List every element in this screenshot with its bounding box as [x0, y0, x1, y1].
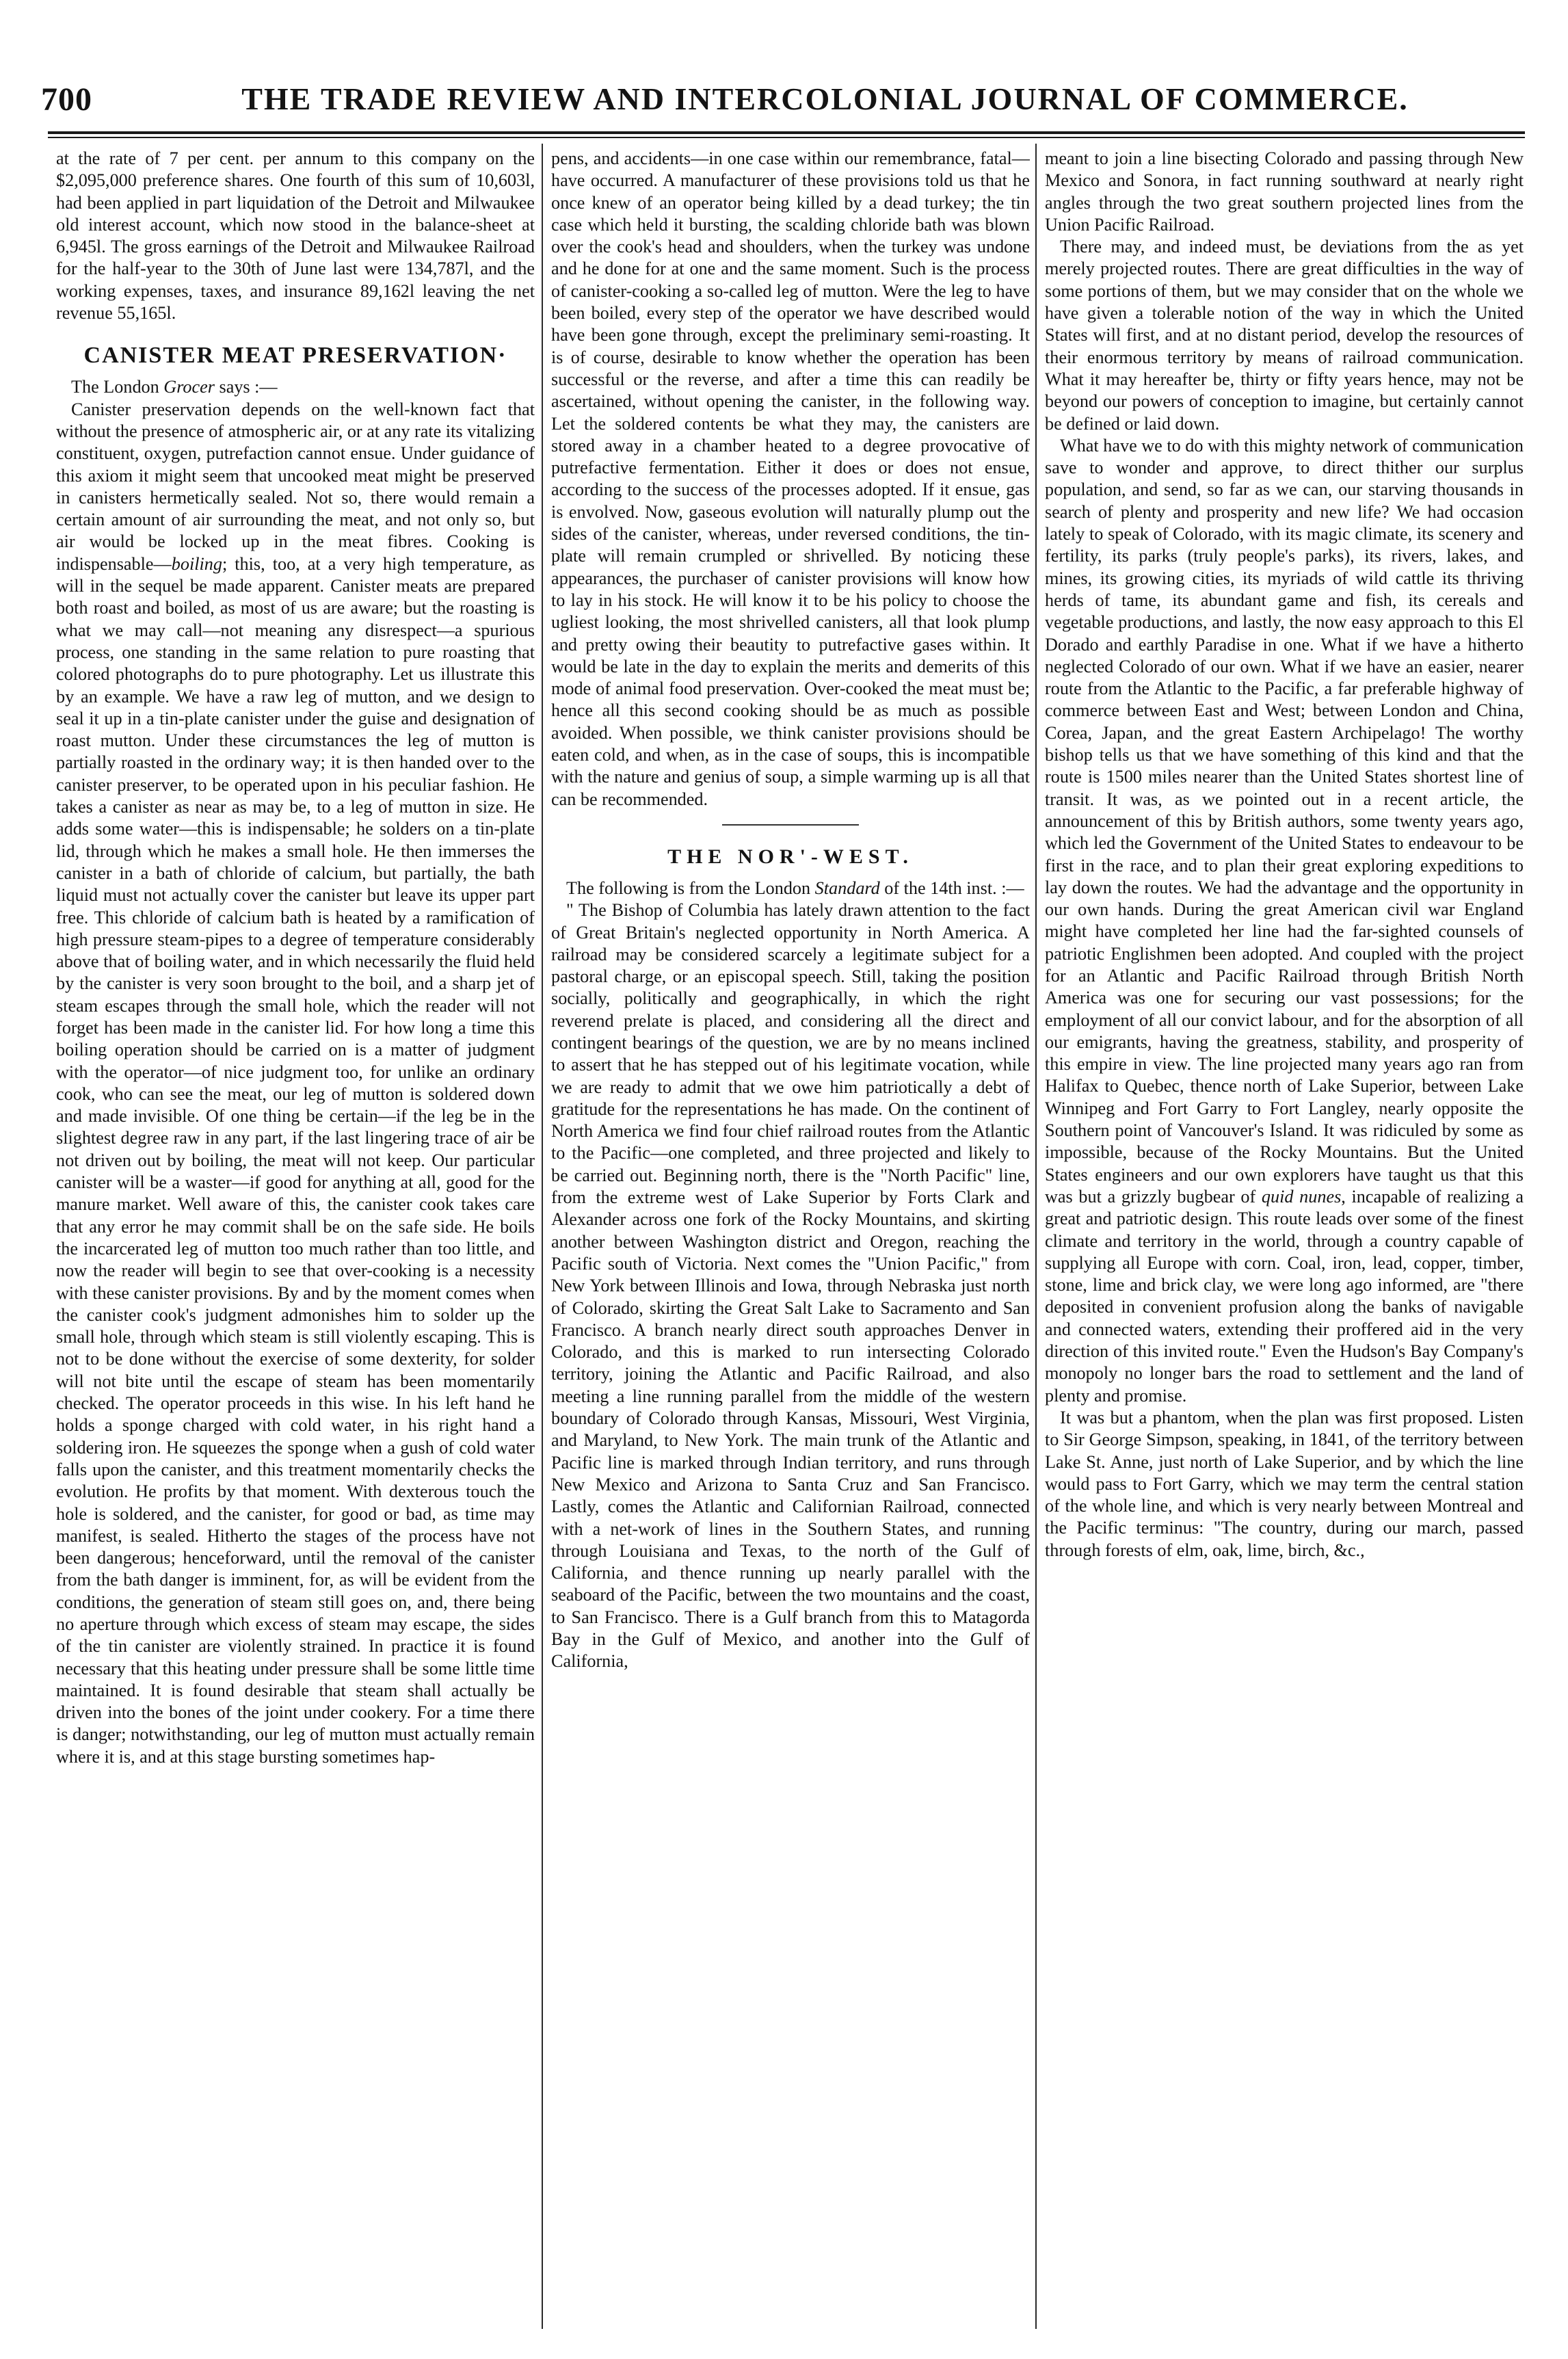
column-divider — [542, 144, 543, 2329]
column-3 — [1045, 148, 1524, 2336]
intro-suffix: of the 14th inst. :— — [879, 878, 1024, 898]
column-2 — [551, 148, 1030, 2336]
article-paragraph: meant to join a line bisecting Colorado and passing through New Mexico and Sonora, in fact running southward at nearly right angles through the two great southern projected lines from the Union Pacific Railroad. — [1045, 148, 1524, 235]
article-headline: THE NOR'-WEST. — [667, 845, 914, 868]
page-number: 700 — [41, 81, 92, 118]
article-headline: CANISTER MEAT PRESERVATION· — [83, 343, 507, 369]
header-rule — [48, 131, 1525, 134]
column-1 — [56, 148, 535, 2336]
column-divider — [1035, 144, 1037, 2329]
paragraph-text-cont: , incapable of realizing a great and patriotic design. This route leads over some of the finest climate and territory in the world, through a country capable of supplying all Europe with corn. Coal, iron, lead, copper, timber, stone, lime and brick clay, we were long ago informed, are "there deposited in convenient profusion along the banks of navigable and connected waters, extending their proffered aid in the very direction of this invited route." Even the Hudson's Bay Company's monopoly no longer bars the road to settlement and the land of plenty and promise. — [1045, 1186, 1524, 1406]
page-header — [41, 81, 1527, 135]
intro-prefix: The following is from the London — [566, 878, 815, 898]
article-paragraph: " The Bishop of Columbia has lately drawn attention to the fact of Great Britain's neglected opportunity in North America. A railroad may be considered scarcely a legitimate subject for a pastoral charge, or an episcopal speech. Still, taking the position socially, politically and geographically, in which the right reverend prelate is placed, and considering all the direct and contingent bearings of the question, we are by no means inclined to assert that he has stepped out of his legitimate vocation, while we are ready to admit that we owe him patriotically a debt of gratitude for the representations he has made. On the continent of North America we find four chief railroad routes from the Atlantic to the Pacific—one completed, and three projected and likely to be carried out. Beginning north, there is the "North Pacific" line, from the extreme west of Lake Superior by Forts Clark and Alexander across one fork of the Rocky Mountains, and skirting another between Washington district and Oregon, reaching the Pacific south of Victoria. Next comes the "Union Pacific," from New York between Illinois and Iowa, through Nebraska just north of Colorado, skirting the Great Salt Lake to Sacramento and San Francisco. A branch nearly direct south approaches Denver in Colorado, and this is marked to run intersecting Colorado territory, joining the Atlantic and Pacific Railroad, and also meeting a line running parallel from the middle of the western boundary of Colorado through Kansas, Missouri, West Virginia, and Maryland, to New York. The main trunk of the Atlantic and Pacific line is marked through Indian territory, and runs through New Mexico and Arizona to Santa Cruz and San Francisco. Lastly, comes the Atlantic and Californian Railroad, connected with a net-work of lines in the Southern States, and running through Louisiana and Texas, to the north of the Gulf of California, and thence running up nearly parallel with the seaboard of the Pacific, between the two mountains and the coast, to San Francisco. There is a Gulf branch from this to Matagorda Bay in the Gulf of Mexico, and another into the Gulf of California, — [551, 900, 1030, 1672]
article-source-line — [551, 878, 1030, 899]
journal-title: THE TRADE REVIEW AND INTERCOLONIAL JOURNAL OF COMMERCE. — [241, 81, 1409, 116]
source-name: Grocer — [163, 377, 215, 397]
article-paragraph: pens, and accidents—in one case within our remembrance, fatal—have occurred. A manufacturer of these provisions told us that he once knew of an operator being killed by a dead turkey; the tin case which held it bursting, the scalding chloride bath was blown over the cook's head and shoulders, when the turkey was undone and he done for at one and the same moment. Such is the process of canister-cooking a so-called leg of mutton. Were the leg to have been boiled, every step of the operator we have described would have been gone through, except the preliminary semi-roasting. It is of course, desirable to know whether the operation has been successful or the reverse, and after a time this can readily be ascertained, without opening the canister, in the following way. Let the soldered contents be what they may, the canisters are stored away in a chamber heated to a degree provocative of putrefactive fermentation. Either it does or does not ensue, according to the success of the processes adopted. If it ensue, gas is envolved. Now, gaseous evolution will naturally plump out the sides of the canister, whereas, under reversed conditions, the tin-plate will remain crumpled or shrivelled. By noticing these appearances, the purchaser of canister provisions will know how to lay in his stock. He will know it to be his policy to choose the ugliest looking, the most shrivelled canisters, all that look plump and pretty owing their beautity to putrefactive gases within. It would be late in the day to explain the merits and demerits of this mode of animal food preservation. Over-cooked the meat must be; hence all this second cooking should be as much as possible avoided. When possible, we think canister provisions should be eaten cold, and when, as in the case of soups, this is incompatible with the nature and genius of soup, a simple warming up is all that can be recommended. — [551, 148, 1030, 809]
header-rule-thin — [48, 137, 1525, 138]
article-paragraph — [56, 399, 535, 1768]
source-prefix: The London — [71, 377, 164, 397]
article-paragraph: There may, and indeed must, be deviations from the as yet merely projected routes. There are great difficulties in the way of some portions of them, but we may consider that on the whole we have given a tolerable notion of the way in which the United States will first, and at no distant period, develop the resources of their enormous territory by means of railroad communication. What it may hereafter be, thirty or fifty years hence, may not be beyond our powers of conception to imagine, but certainly cannot be defined or laid down. — [1045, 237, 1524, 434]
article-paragraph: It was but a phantom, when the plan was first proposed. Listen to Sir George Simpson, speaking, in 1841, of the territory between Lake St. Anne, just north of Lake Superior, and by which the line would pass to Fort Garry, which we may term the central station of the whole line, and which is very nearly between Montreal and the Pacific terminus: "The country, during our march, passed through forests of elm, oak, lime, birch, &c., — [1045, 1407, 1524, 1560]
intro-source: Standard — [814, 878, 880, 898]
source-suffix: says :— — [214, 377, 278, 397]
article-paragraph — [1045, 435, 1524, 1407]
paragraph-text: Canister preservation depends on the well-known fact that without the presence of atmospheric air, or at any rate its vitalizing constituent, oxygen, putrefaction cannot ensue. Under guidance of this axiom it might seem that uncooked meat might be preserved in canisters hermetically sealed. Not so, there would remain a certain amount of air surrounding the meat, and not only so, but air would be locked up in the meat fibres. Cooking is indispensable— — [56, 399, 535, 574]
paragraph-italic: boiling — [171, 553, 222, 574]
paragraph-italic: quid nunes — [1261, 1186, 1342, 1207]
article-source-line — [56, 376, 535, 398]
paragraph-text: What have we to do with this mighty network of communication save to wonder and approve, to direct thither our surplus population, and send, so far as we can, our starving thousands in search of plenty and prosperity and new life? We had occasion lately to speak of Colorado, with its magic climate, its scenery and fertility, its parks (truly people's parks), its rivers, lakes, and mines, its growing cities, its myriads of wild cattle its thriving herds of tame, its abundant game and fish, its cereals and vegetable productions, and lastly, the now easy approach to this El Dorado and earthly Paradise in one. What if we have a hitherto neglected Colorado of our own. What if we have an easier, nearer route from the Atlantic to the Pacific, a far preferable highway of commerce between East and West; between London and China, Corea, Japan, and the great Eastern Archipelago! The worthy bishop tells us that we have something of this kind and that the route is 1500 miles nearer than the United States shortest line of transit. It was, as we pointed out in a recent article, the announcement of this by British authors, some twenty years ago, which led the Government of the United States to endeavour to be first in the race, and to plan their great exploring expeditions to lay down the routes. We had the advantage and the opportunity in our own hands. During the great American civil war England might have completed her line had the far-sighted counsels of patriotic Englishmen been adopted. And coupled with the project for an Atlantic and Pacific Railroad through British North America was one for securing our vast possessions; for the employment of all our convict labour, and for the absorption of all our emigrants, having the greatness, stability, and prosperity of this empire in view. The line projected many years ago ran from Halifax to Quebec, thence north of Lake Superior, between Lake Winnipeg and Fort Garry to Fort Langley, nearly opposite the Southern point of Vancouver's Island. It was ridiculed by some as impossible, because of the Rocky Mountains. But the United States engineers and our own explorers have taught us that this was but a grizzly bugbear of — [1045, 435, 1524, 1207]
article-continuation: at the rate of 7 per cent. per annum to this company on the $2,095,000 preference shares. One fourth of this sum of 10,603l, had been applied in part liquidation of the Detroit and Milwaukee old interest account, which now stood in the balance-sheet at 6,945l. The gross earnings of the Detroit and Milwaukee Railroad for the half-year to the 30th of June last were 134,787l, and the working expenses, taxes, and insurance 89,162l leaving the net revenue 55,165l. — [56, 148, 535, 324]
paragraph-text-cont: ; this, too, at a very high temperature, as will in the sequel be made apparent. Canister meats are prepared both roast and boiled, as most of us are aware; but the roasting is what we may call—not meaning any disrespect—a spurious process, one standing in the same relation to pure roasting that colored photographs do to pure photography. Let us illustrate this by an example. We have a raw leg of mutton, and we design to seal it up in a tin-plate canister under the guise and designation of roast mutton. Under these circumstances the leg of mutton is partially roasted in the ordinary way; it is then handed over to the canister preserver, to be operated upon in his peculiar fashion. He takes a canister as near as may be, to a leg of mutton in size. He adds some water—this is indispensable; he solders on a tin-plate lid, through which he makes a small hole. He then immerses the canister in a bath of chloride of calcium, but partially, the bath liquid must not actually cover the canister but leave its upper part free. This chloride of calcium bath is heated by a ramification of high pressure steam-pipes to a degree of temperature considerably above that of boiling water, and in which necessarily the fluid held by the canister is very soon brought to the boil, and a sharp jet of steam escapes through the small hole, which the reader will not forget has been made in the canister lid. For how long a time this boiling operation should be carried on is a matter of judgment with the operator—of nice judgment too, for unlike an ordinary cook, who can see the meat, our leg of mutton is soldered down and made invisible. Of one thing be certain—if the leg be in the slightest degree raw in any part, if the last lingering trace of air be not driven out by boiling, the meat will not keep. Our particular canister will be a waster—if good for anything at all, good for the manure market. Well aware of this, the canister cook takes care that any error he may commit shall be on the safe side. He boils the incarcerated leg of mutton too much rather than too little, and now the reader will begin to see that over-cooking is a necessity with these canister provisions. By and by the moment comes when the canister cook's judgment admonishes him to solder up the small hole, through which steam is still violently escaping. This is not to be done without the exercise of some dexterity, for solder will not bite until the escape of steam has been momentarily checked. The operator proceeds in this wise. In his left hand he holds a sponge charged with cold water, in his right hand a soldering iron. He squeezes the sponge when a gush of cold water falls upon the canister, and this treatment momentarily checks the evolution. He profits by that moment. With dexterous touch the hole is soldered, and the canister, for good or bad, as time may manifest, is sealed. Hitherto the stages of the process have not been dangerous; henceforward, until the removal of the canister from the bath danger is imminent, for, as will be evident from the conditions, the generation of steam still goes on, and, there being no aperture through which excess of steam may escape, the sides of the tin canister are violently strained. In practice it is found necessary that this heating under pressure shall be some little time maintained. It is found desirable that steam shall actually be driven into the bones of the joint under cookery. For a time there is danger; notwithstanding, our leg of mutton must actually remain where it is, and at this stage bursting sometimes hap- — [56, 553, 535, 1767]
article-separator — [722, 824, 859, 826]
